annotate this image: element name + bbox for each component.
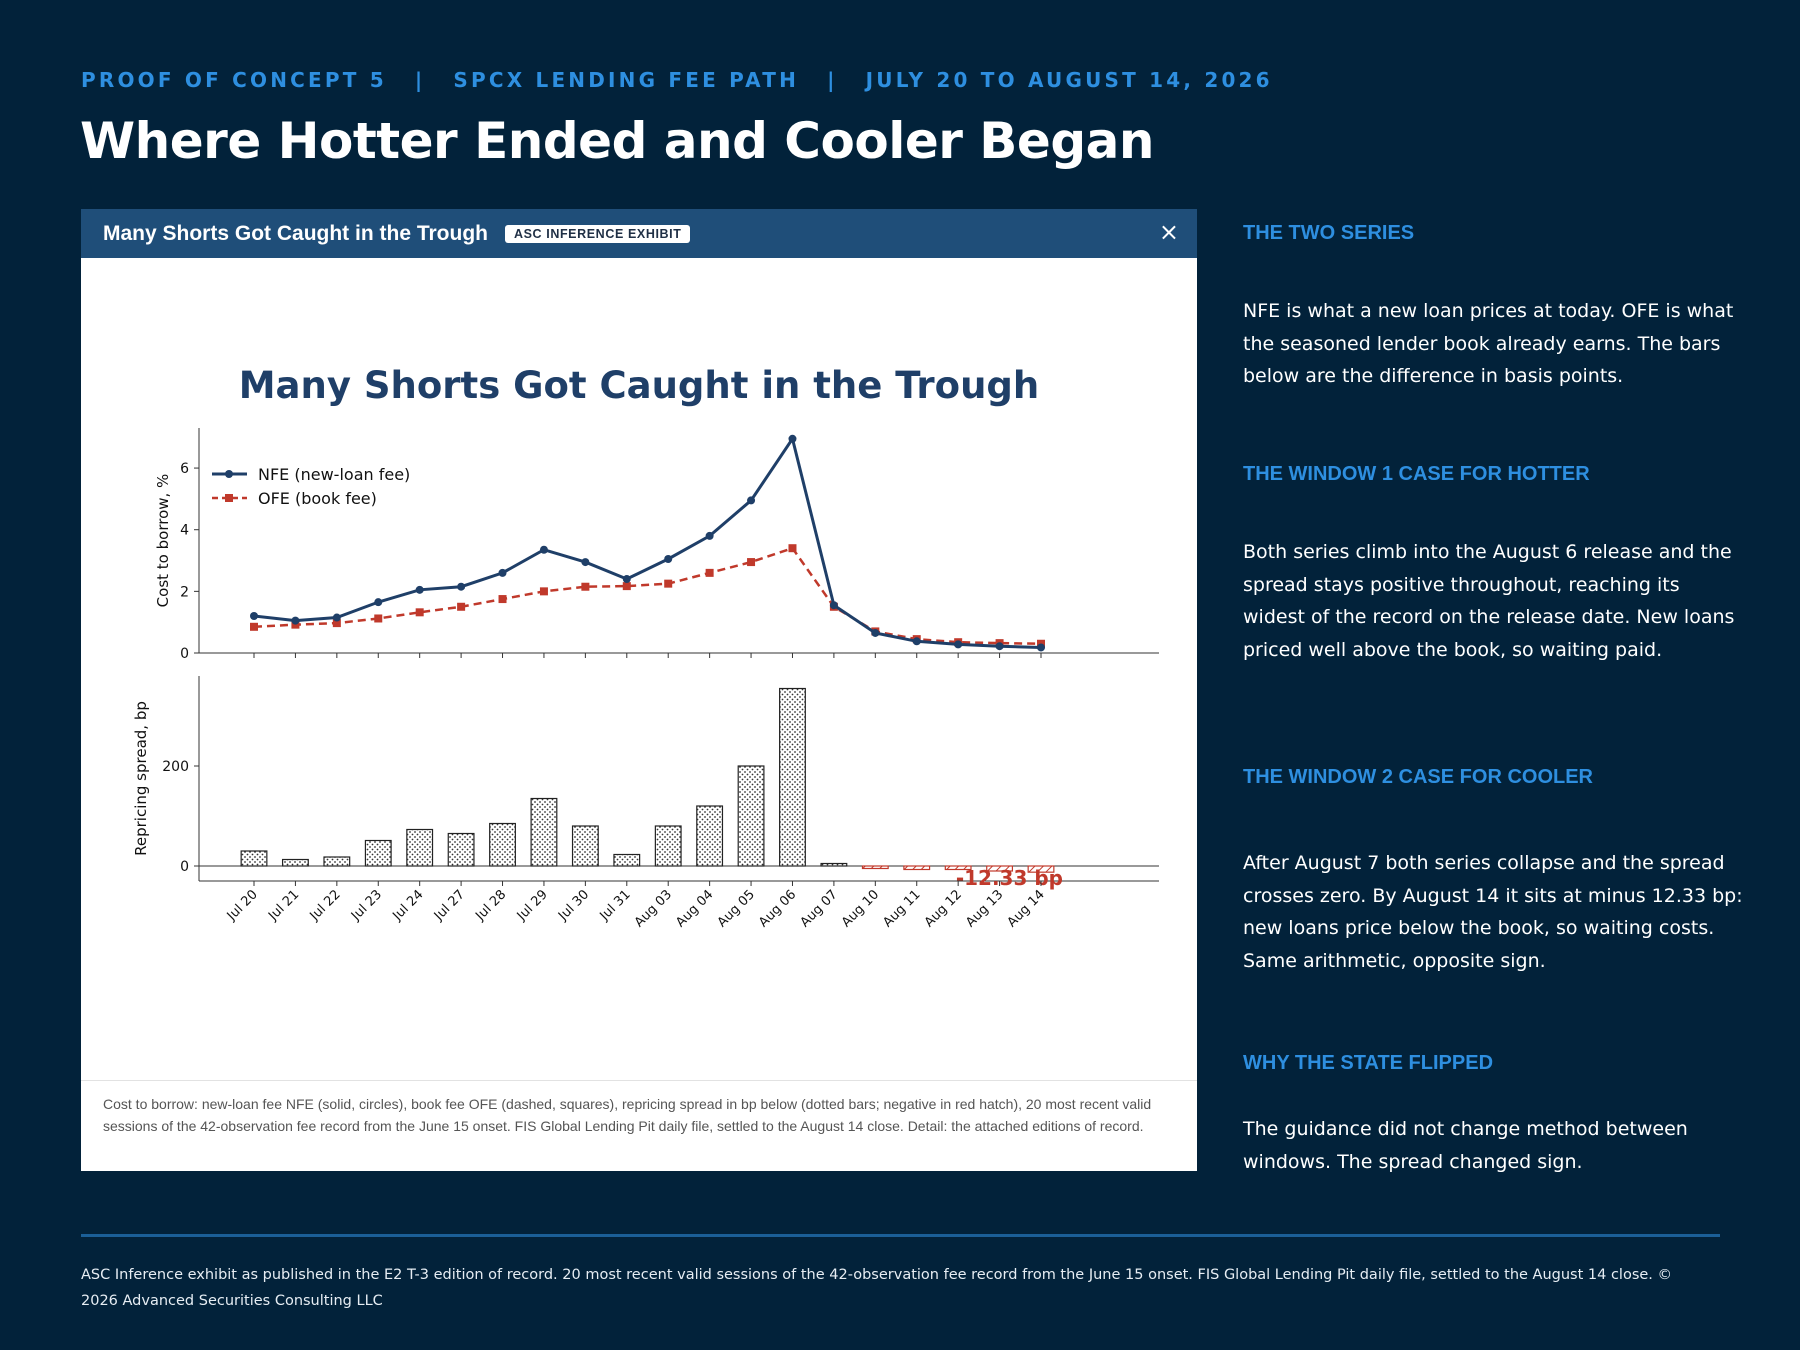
nfe-point — [374, 598, 382, 606]
sidebar-section — [1243, 1052, 1743, 1075]
nfe-point — [747, 496, 755, 504]
kicker-topic: SPCX LENDING FEE PATH — [453, 68, 800, 92]
ofe-point — [499, 595, 507, 603]
spread-bar — [490, 824, 516, 867]
sidebar-section — [1243, 463, 1743, 486]
nfe-point — [333, 614, 341, 622]
x-tick-label: Aug 11 — [880, 887, 924, 931]
x-tick-label: Aug 13 — [963, 887, 1007, 931]
nfe-point — [706, 532, 714, 540]
nfe-point — [788, 435, 796, 443]
close-icon[interactable]: × — [1158, 218, 1179, 246]
spread-bar — [738, 766, 764, 866]
exhibit-badge: ASC INFERENCE EXHIBIT — [505, 225, 690, 243]
bottom-y-axis-label: Repricing spread, bp — [132, 701, 150, 856]
nfe-point — [540, 546, 548, 554]
x-tick-label: Jul 28 — [473, 887, 510, 924]
nfe-point — [954, 640, 962, 648]
x-tick-label: Aug 03 — [631, 887, 676, 931]
spread-bar — [614, 855, 640, 867]
nfe-point — [1037, 643, 1045, 651]
spread-bar — [780, 689, 806, 867]
sidebar-body: After August 7 both series collapse and the spread crosses zero. By August 14 it sits at minus 12.33 bp: new loans price below the book, so waiting costs. Same arithmetic, opposite sign. — [1243, 852, 1743, 972]
sidebar-body: The guidance did not change method between windows. The spread changed sign. — [1243, 1118, 1688, 1173]
page-title: Where Hotter Ended and Cooler Began — [80, 112, 1154, 170]
x-tick-label: Jul 29 — [514, 887, 551, 924]
sidebar-heading: WHY THE STATE FLIPPED — [1243, 1052, 1494, 1074]
spread-bar — [531, 799, 557, 867]
spread-bar — [697, 806, 723, 866]
top-y-axis-label: Cost to borrow, % — [154, 473, 172, 608]
legend-nfe-label: NFE (new-loan fee) — [258, 465, 411, 484]
sidebar-heading: THE WINDOW 2 CASE FOR COOLER — [1243, 766, 1593, 788]
bottom-y-tick-label: 0 — [180, 859, 189, 875]
ofe-point — [416, 608, 424, 616]
x-tick-label: Aug 10 — [838, 887, 883, 931]
sidebar-section — [1243, 295, 1743, 393]
kicker — [81, 68, 1273, 92]
spread-bar — [241, 851, 267, 866]
ofe-point — [250, 623, 258, 631]
caption-divider — [81, 1080, 1197, 1081]
spread-bar — [448, 834, 474, 867]
x-tick-label: Jul 27 — [431, 887, 468, 924]
ofe-point — [747, 558, 755, 566]
sidebar-section — [1243, 1113, 1743, 1178]
sidebar-section — [1243, 222, 1743, 245]
nfe-point — [250, 612, 258, 620]
negative-spread-bar — [904, 866, 930, 870]
exhibit-header-title: Many Shorts Got Caught in the Trough — [103, 221, 488, 245]
nfe-point — [623, 575, 631, 583]
x-tick-label: Aug 06 — [756, 887, 800, 931]
x-tick-label: Aug 05 — [714, 887, 758, 931]
ofe-point — [374, 614, 382, 622]
bottom-y-tick-label: 200 — [162, 759, 189, 775]
sidebar-heading: THE TWO SERIES — [1243, 222, 1415, 244]
spread-bar — [655, 826, 681, 866]
ofe-point — [788, 544, 796, 552]
spread-bar — [821, 864, 847, 867]
sidebar-heading: THE WINDOW 1 CASE FOR HOTTER — [1243, 463, 1590, 485]
nfe-point — [996, 642, 1004, 650]
nfe-point — [457, 583, 465, 591]
nfe-point — [871, 629, 879, 637]
x-tick-label: Aug 12 — [921, 887, 965, 931]
exhibit-header — [81, 209, 1197, 258]
legend-ofe-marker — [225, 494, 233, 502]
kicker-dates: JULY 20 TO AUGUST 14, 2026 — [865, 68, 1273, 92]
top-y-tick-label: 6 — [180, 461, 189, 478]
nfe-point — [664, 555, 672, 563]
sidebar-body: NFE is what a new loan prices at today. OFE is what the seasoned lender book already earns. The bars below are the difference in basis points. — [1243, 300, 1734, 387]
top-y-tick-label: 4 — [180, 522, 189, 539]
nfe-point — [416, 586, 424, 594]
spread-bar — [283, 860, 309, 867]
chart — [81, 258, 1197, 1078]
top-y-tick-label: 0 — [180, 646, 189, 662]
x-tick-label: Jul 21 — [265, 887, 303, 924]
sidebar-body: Both series climb into the August 6 release and the spread stays positive throughout, reaching its widest of the record on the release date. New loans priced well above the book, so waiting paid. — [1243, 541, 1735, 661]
ofe-point — [664, 580, 672, 588]
chart-title: Many Shorts Got Caught in the Trough — [238, 364, 1040, 407]
x-tick-label: Jul 24 — [390, 887, 427, 924]
kicker-separator: | — [414, 68, 426, 92]
ofe-point — [457, 603, 465, 611]
kicker-separator: | — [827, 68, 838, 92]
x-tick-label: Aug 14 — [1004, 887, 1048, 931]
spread-bar — [365, 841, 391, 867]
sidebar-section — [1243, 766, 1743, 789]
spread-annotation: -12.33 bp — [955, 866, 1063, 890]
spread-bar — [407, 830, 433, 867]
x-tick-label: Aug 04 — [673, 887, 717, 931]
nfe-point — [499, 569, 507, 577]
ofe-point — [623, 582, 631, 590]
x-tick-label: Aug 07 — [797, 887, 841, 931]
spread-bar — [573, 826, 599, 866]
legend-ofe-label: OFE (book fee) — [258, 489, 377, 508]
spread-bar — [324, 857, 350, 866]
top-y-tick-label: 2 — [180, 584, 189, 601]
x-tick-label: Jul 23 — [348, 887, 386, 924]
x-tick-label: Jul 22 — [307, 887, 344, 924]
negative-spread-bar — [862, 866, 888, 869]
x-tick-label: Jul 31 — [597, 887, 634, 924]
nfe-point — [581, 558, 589, 566]
sidebar-section — [1243, 847, 1743, 977]
ofe-point — [581, 583, 589, 591]
exhibit-caption: Cost to borrow: new-loan fee NFE (solid, circles), book fee OFE (dashed, squares), repricing spread in bp below (dotted bars; negative in red hatch), 20 most recent valid sessions of the 42-observation fee record from the June 15 onset. FIS Global Lending Pit daily file, settled to the August 14 close. Detail: the attached editions of record. — [103, 1096, 1152, 1134]
ofe-point — [706, 569, 714, 577]
footer-text: ASC Inference exhibit as published in the E2 T-3 edition of record. 20 most recent valid sessions of the 42-observation fee record from the June 15 onset. FIS Global Lending Pit daily file, settled to the August 14 close. © 2026 Advanced Securities Consulting LLC — [81, 1267, 1673, 1309]
ofe-series-line — [254, 548, 1041, 644]
legend — [212, 465, 410, 508]
ofe-point — [540, 587, 548, 595]
kicker-project: PROOF OF CONCEPT 5 — [81, 68, 387, 92]
exhibit-panel — [81, 209, 1197, 1171]
footer-divider — [81, 1234, 1720, 1237]
nfe-point — [291, 617, 299, 625]
x-tick-label: Jul 30 — [555, 887, 593, 924]
legend-nfe-marker — [225, 470, 233, 478]
x-tick-label: Jul 20 — [224, 887, 261, 924]
nfe-point — [913, 637, 921, 645]
sidebar-section — [1243, 536, 1743, 666]
nfe-point — [830, 601, 838, 609]
